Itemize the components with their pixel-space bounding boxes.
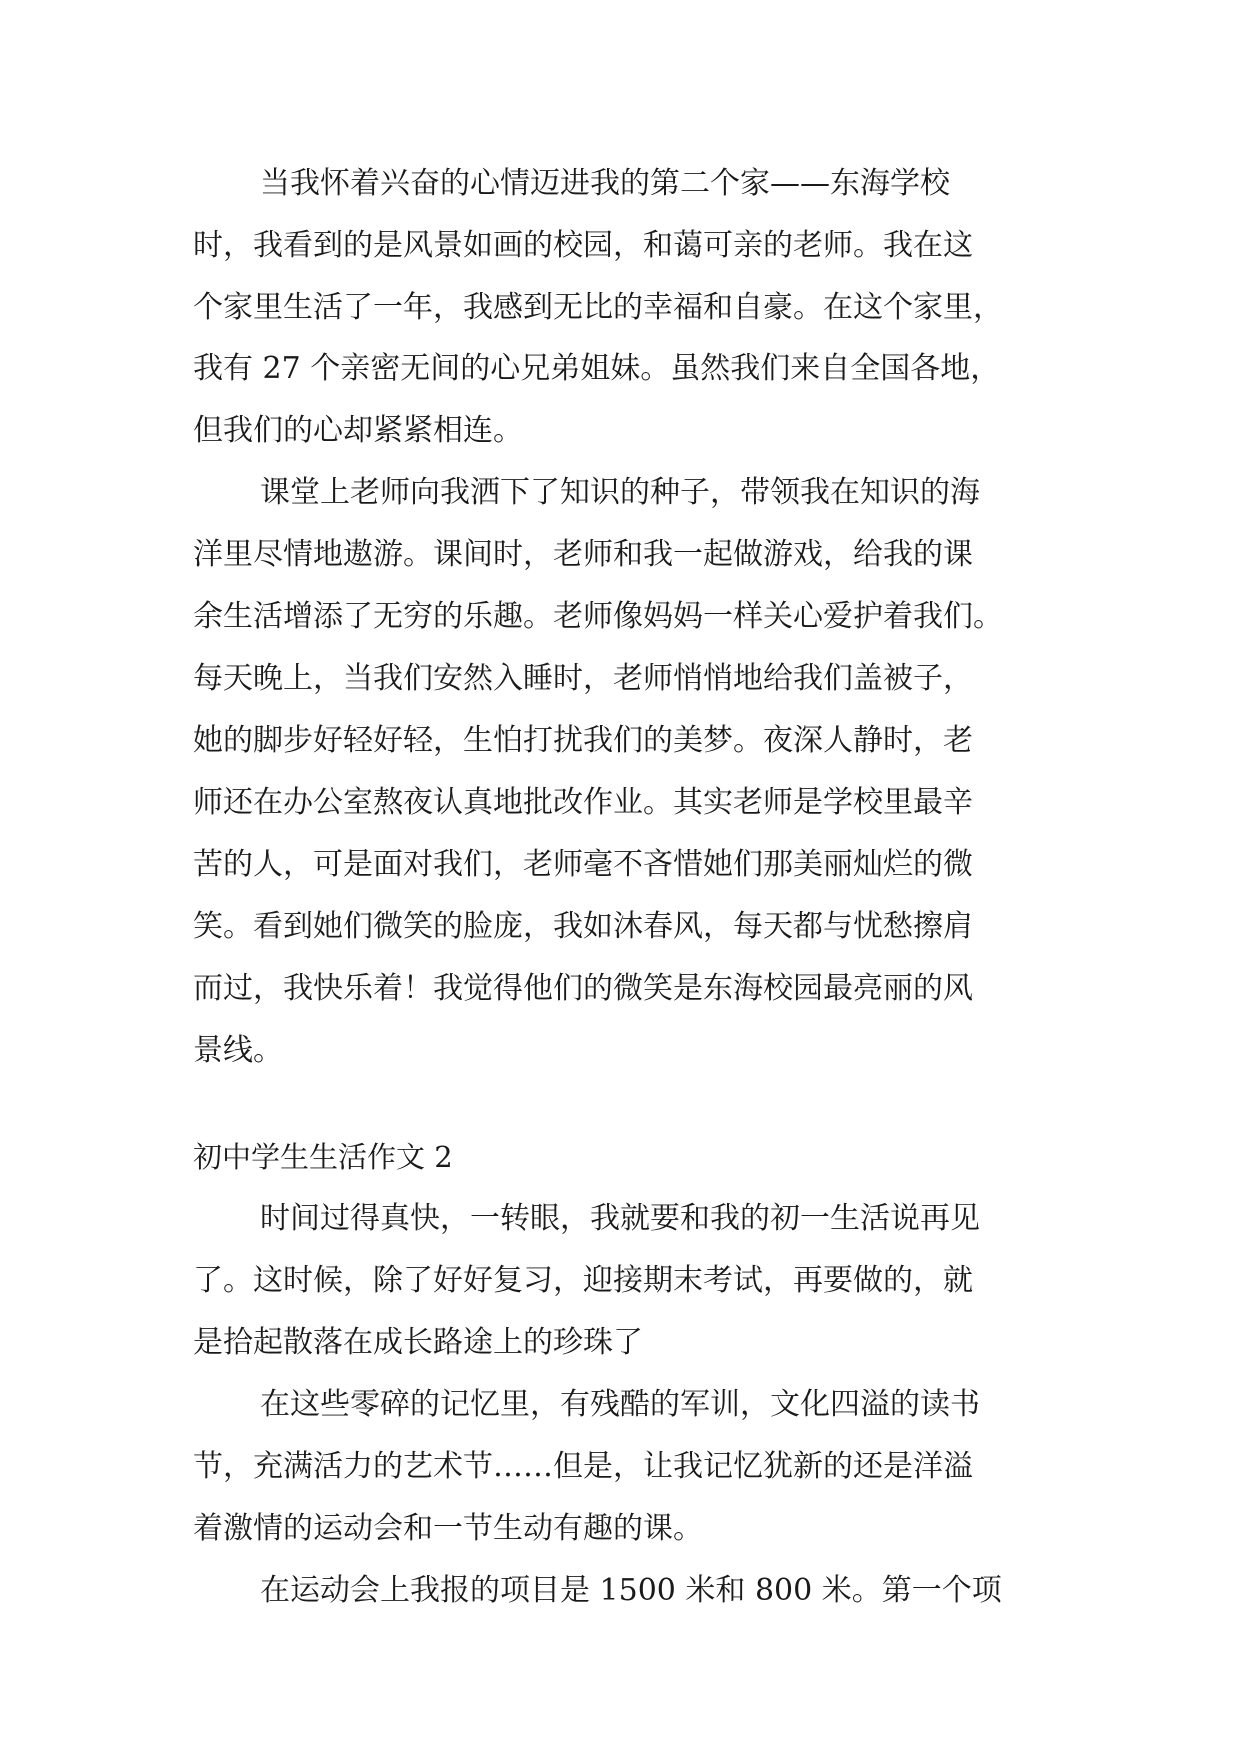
- paragraph-2-line-5: 她的脚步好轻好轻，生怕打扰我们的美梦。夜深人静时，老: [193, 723, 973, 758]
- paragraph-2-line-2: 洋里尽情地遨游。课间时，老师和我一起做游戏，给我的课: [193, 537, 973, 572]
- paragraph-2-line-6: 师还在办公室熬夜认真地批改作业。其实老师是学校里最辛: [193, 785, 973, 820]
- paragraph-1-line-2: 时，我看到的是风景如画的校园，和蔼可亲的老师。我在这: [193, 228, 973, 263]
- section-heading: 初中学生生活作文 2: [193, 1140, 453, 1174]
- paragraph-3-line-1: 时间过得真快，一转眼，我就要和我的初一生活说再见: [260, 1201, 980, 1236]
- paragraph-2-line-1: 课堂上老师向我洒下了知识的种子，带领我在知识的海: [260, 475, 980, 510]
- paragraph-2-line-8: 笑。看到她们微笑的脸庞，我如沐春风，每天都与忧愁擦肩: [193, 909, 973, 944]
- paragraph-4-line-2: 节，充满活力的艺术节……但是，让我记忆犹新的还是洋溢: [193, 1449, 973, 1484]
- paragraph-2-line-9: 而过，我快乐着！我觉得他们的微笑是东海校园最亮丽的风: [193, 971, 973, 1006]
- paragraph-1-line-4: 我有 27 个亲密无间的心兄弟姐妹。虽然我们来自全国各地，: [193, 351, 1001, 386]
- paragraph-2-line-3: 余生活增添了无穷的乐趣。老师像妈妈一样关心爱护着我们。: [193, 599, 1003, 634]
- paragraph-2-line-7: 苦的人，可是面对我们，老师毫不吝惜她们那美丽灿烂的微: [193, 847, 973, 882]
- paragraph-4-line-1: 在这些零碎的记忆里，有残酷的军训，文化四溢的读书: [260, 1387, 980, 1422]
- paragraph-4-line-3: 着激情的运动会和一节生动有趣的课。: [193, 1511, 703, 1546]
- paragraph-5-line-1: 在运动会上我报的项目是 1500 米和 800 米。第一个项: [260, 1573, 1002, 1608]
- paragraph-2-line-10: 景线。: [193, 1033, 283, 1068]
- paragraph-3-line-3: 是拾起散落在成长路途上的珍珠了: [193, 1325, 643, 1360]
- paragraph-1-line-1: 当我怀着兴奋的心情迈进我的第二个家——东海学校: [260, 166, 950, 201]
- paragraph-2-line-4: 每天晚上，当我们安然入睡时，老师悄悄地给我们盖被子，: [193, 661, 973, 696]
- paragraph-1-line-5: 但我们的心却紧紧相连。: [193, 413, 523, 448]
- paragraph-1-line-3: 个家里生活了一年，我感到无比的幸福和自豪。在这个家里，: [193, 290, 1003, 325]
- paragraph-3-line-2: 了。这时候，除了好好复习，迎接期末考试，再要做的，就: [193, 1263, 973, 1298]
